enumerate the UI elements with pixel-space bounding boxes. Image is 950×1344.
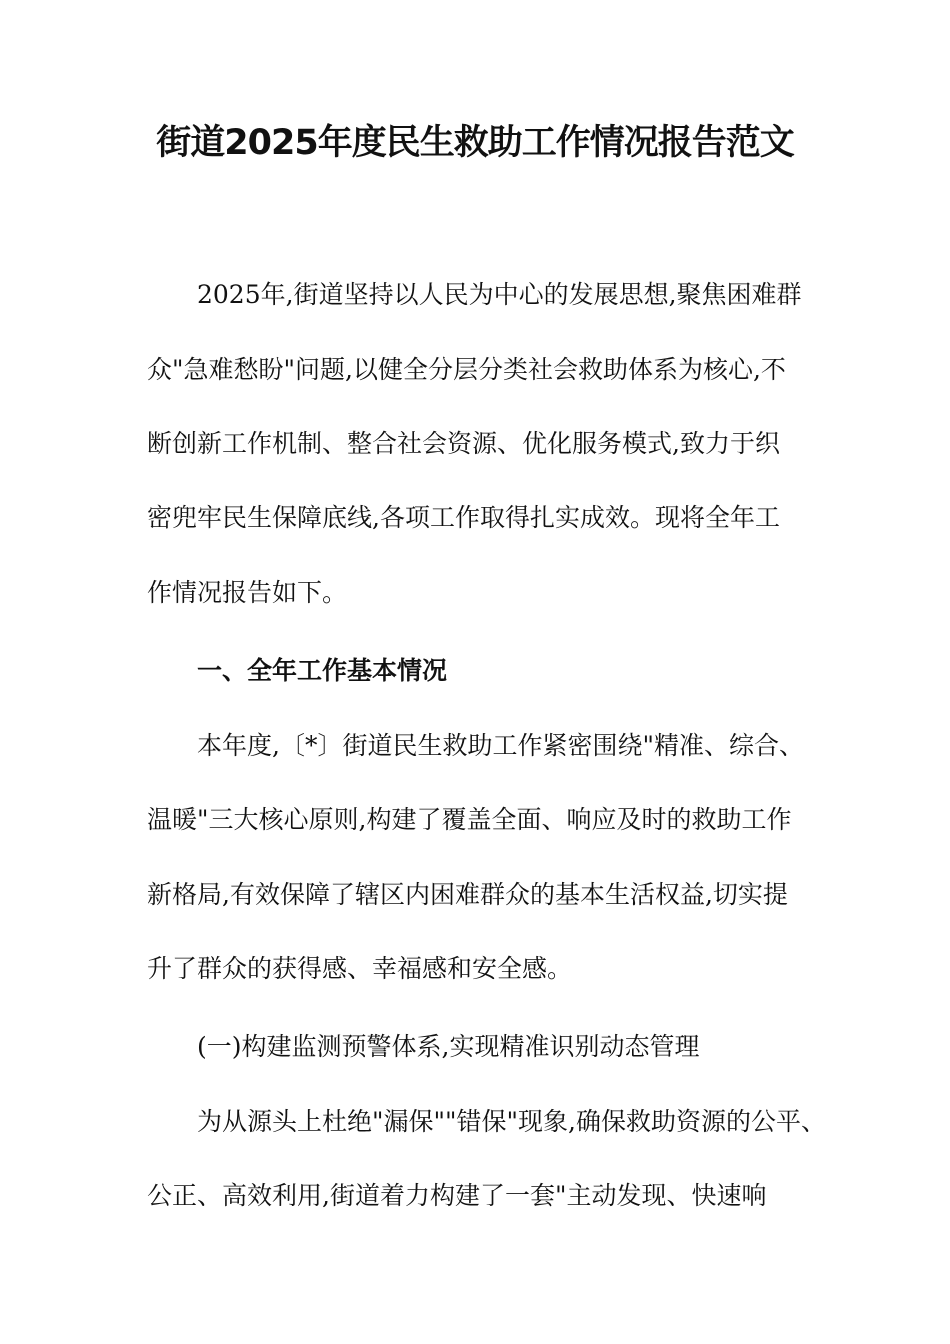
paragraph-1-line-1: 2025年,街道坚持以人民为中心的发展思想,聚焦困难群 — [197, 280, 802, 309]
paragraph-3-line-2: 公正、高效利用,街道着力构建了一套"主动发现、快速响 — [147, 1181, 767, 1210]
paragraph-2-line-1: 本年度,〔*〕街道民生救助工作紧密围绕"精准、综合、 — [197, 731, 804, 760]
paragraph-1-line-4: 密兜牢民生保障底线,各项工作取得扎实成效。现将全年工 — [147, 503, 780, 532]
paragraph-2-line-2: 温暖"三大核心原则,构建了覆盖全面、响应及时的救助工作 — [147, 805, 792, 834]
paragraph-2-line-3: 新格局,有效保障了辖区内困难群众的基本生活权益,切实提 — [147, 880, 788, 909]
subsection-1-heading: (一)构建监测预警体系,实现精准识别动态管理 — [197, 1032, 700, 1061]
paragraph-1-line-2: 众"急难愁盼"问题,以健全分层分类社会救助体系为核心,不 — [147, 355, 786, 384]
paragraph-2-line-4: 升了群众的获得感、幸福感和安全感。 — [147, 954, 573, 983]
document-title: 街道2025年度民生救助工作情况报告范文 — [156, 123, 794, 163]
paragraph-3-line-1: 为从源头上杜绝"漏保""错保"现象,确保救助资源的公平、 — [197, 1107, 826, 1136]
paragraph-1-line-3: 断创新工作机制、整合社会资源、优化服务模式,致力于织 — [147, 429, 780, 458]
paragraph-1-line-5: 作情况报告如下。 — [147, 578, 348, 607]
section-1-heading: 一、全年工作基本情况 — [197, 656, 448, 685]
